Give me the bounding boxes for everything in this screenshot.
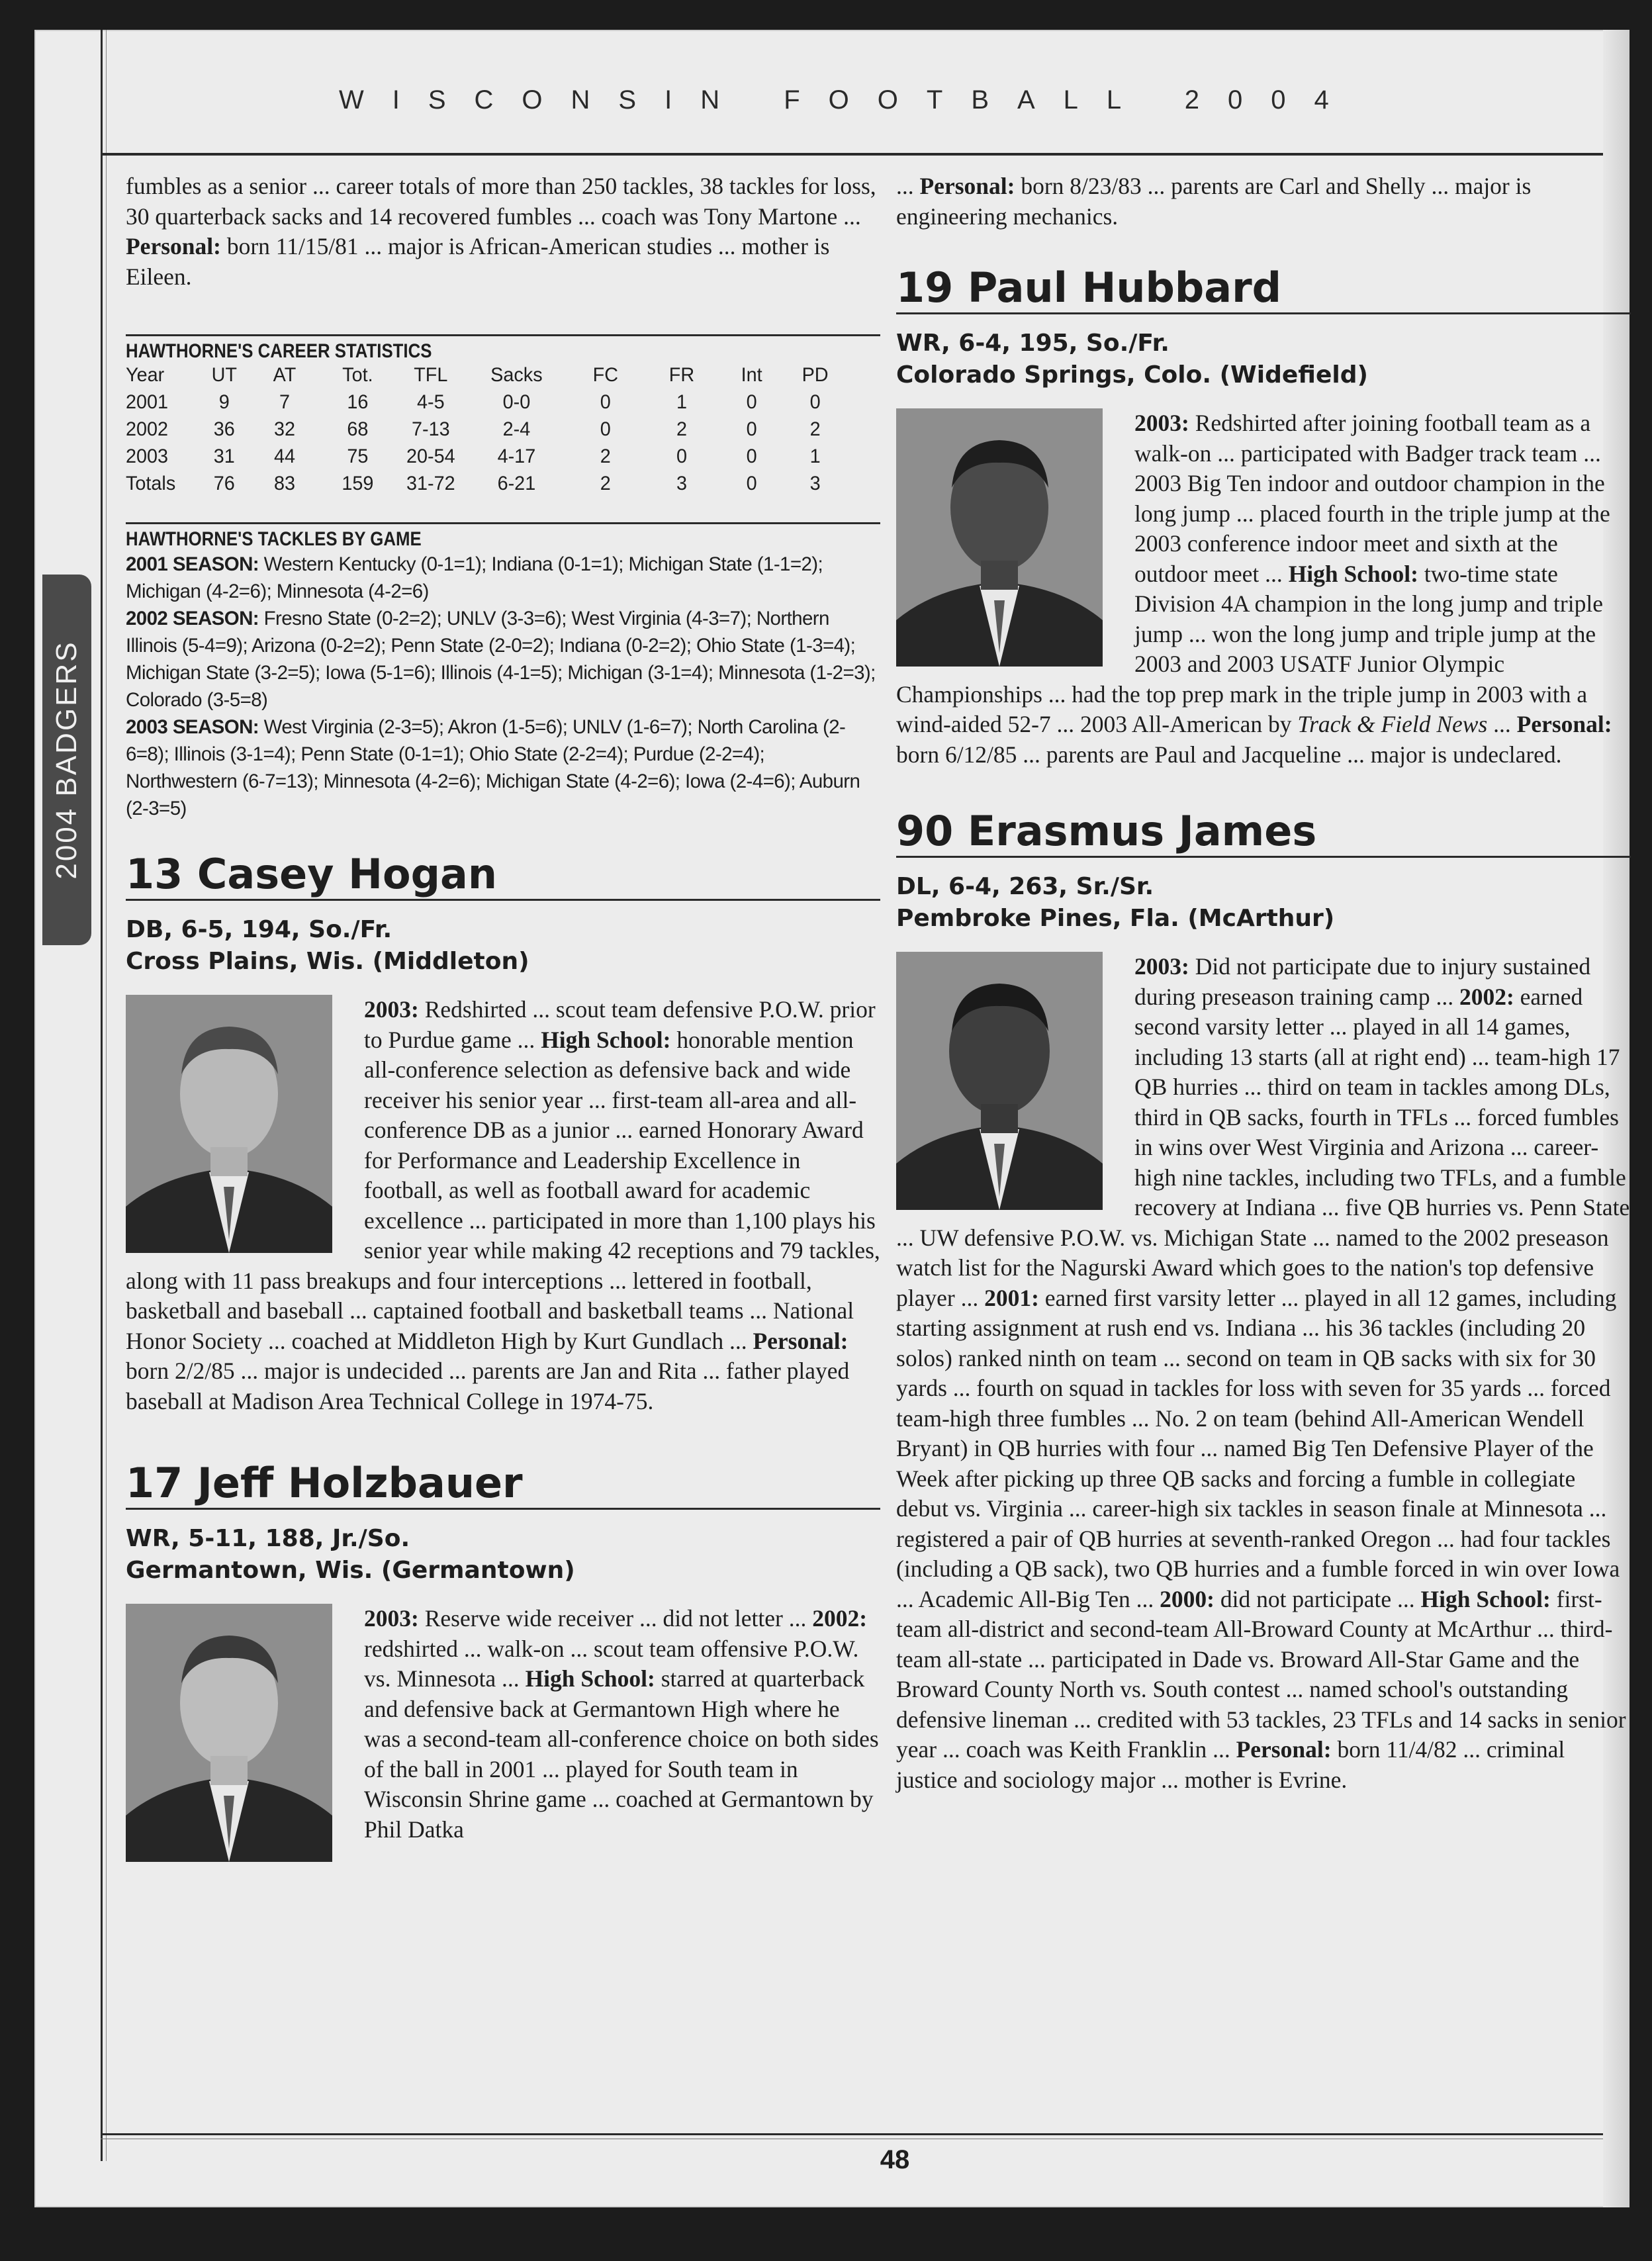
james-hs-label: High School: <box>1420 1585 1551 1612</box>
holzbauer-2002-text: redshirted ... walk-on ... scout team offensive P.O.W. vs. Minnesota ... <box>364 1635 859 1692</box>
career-stats-cell: 31-72 <box>406 472 455 494</box>
holzbauer-2003-label: 2003: <box>364 1605 419 1632</box>
headshot-placeholder-icon <box>126 995 332 1253</box>
career-stats-header-cell: FC <box>592 363 618 386</box>
career-stats-cell: 0 <box>746 472 757 494</box>
career-stats-cell: 4-5 <box>416 391 445 413</box>
career-stats-cell: 0 <box>600 418 611 440</box>
season-2002 <box>126 605 880 714</box>
career-stats-cell: 2 <box>809 418 821 440</box>
career-stats-cell: 3 <box>809 472 821 494</box>
james-personal-label: Personal: <box>1236 1736 1332 1763</box>
career-stats-cell: 16 <box>347 391 369 413</box>
hubbard-position: WR, 6-4, 195, So./Fr. <box>896 330 1170 357</box>
career-stats-row <box>126 416 844 443</box>
career-stats-header-cell: Int <box>741 363 762 386</box>
career-stats-cell: 2001 <box>126 391 169 413</box>
career-stats-row <box>126 389 844 416</box>
career-stats-cell: 0-0 <box>502 391 531 413</box>
career-stats-cell: 0 <box>746 418 757 440</box>
season-2003-text: West Virginia (2-3=5); Akron (1-5=6); UNLV (1-6=7); North Carolina (2-6=8); Illinois (3-1=4); Penn State (0-1=1); Ohio State (2-2=4); Purdue (2-2=4); Northwestern (6-7=13); Minnesota (4-2=6); Michigan State (4-2=6); Iowa (2-4=6); Auburn (2-3=5) <box>126 716 860 819</box>
james-2000-label: 2000: <box>1160 1585 1215 1612</box>
player-name-hogan: 13 Casey Hogan <box>126 850 497 898</box>
career-stats-cell: 2 <box>600 472 611 494</box>
hogan-2003-label: 2003: <box>364 996 419 1023</box>
season-2003-label: 2003 SEASON: <box>126 716 259 738</box>
career-stats-cell: 83 <box>273 472 296 494</box>
career-stats-cell: 76 <box>213 472 235 494</box>
career-stats-title: HAWTHORNE'S CAREER STATISTICS <box>126 340 432 362</box>
left-intro-paragraph <box>126 171 880 292</box>
james-bio-block <box>896 952 1631 1795</box>
season-2001-label: 2001 SEASON: <box>126 553 259 575</box>
james-2003-label: 2003: <box>1134 953 1189 980</box>
career-stats-cell: 68 <box>347 418 369 440</box>
james-2001-text: earned first varsity letter ... played in all 12 games, including starting assignment at rush end vs. Indiana ... his 36 tackles (including 20 solos) ranked ninth on team ... second on team in QB sacks with six for 30 yards ... fourth on squad in tackles for loss with seven for 35 yards ... forced team-high three fumbles ... No. 2 on team (behind All-American Wendell Bryant) in QB hurries with four ... named Big Ten Defensive Player of the Week after picking up three QB sacks and forcing a fumble in collegiate debut vs. Virginia ... career-high six tackles in season finale at Minnesota ... registered a pair of QB hurries at seventh-ranked Oregon ... had four tackles (including a QB sack), two QB hurries and a fumble forced in win over Iowa ... Academic All-Big Ten ... <box>896 1284 1620 1612</box>
left-column <box>126 171 880 1867</box>
left-margin-rule <box>101 30 103 2161</box>
season-2003 <box>126 714 880 822</box>
james-2000-text: did not participate ... <box>1214 1585 1421 1612</box>
holzbauer-bio-block <box>126 1604 880 1845</box>
holzbauer-hs-text: starred at quarterback and defensive back at Germantown High where he was a second-team all-conference choice on both sides of the ball in 2001 ... played for South team in Wisconsin Shrine game ... coached at Germantown by Phil Datka <box>364 1665 879 1843</box>
hubbard-publication: Track & Field News <box>1297 711 1488 737</box>
hogan-hometown: Cross Plains, Wis. (Middleton) <box>126 948 529 975</box>
holzbauer-hometown: Germantown, Wis. (Germantown) <box>126 1557 575 1584</box>
hubbard-headshot <box>896 408 1103 667</box>
career-stats-cell: 159 <box>342 472 374 494</box>
career-stats-table <box>126 361 844 497</box>
right-column <box>896 171 1631 1795</box>
tackles-by-game-title: HAWTHORNE'S TACKLES BY GAME <box>126 528 422 550</box>
headshot-placeholder-icon <box>896 408 1103 667</box>
hogan-personal-label: Personal: <box>753 1327 849 1354</box>
holzbauer-headshot <box>126 1604 332 1862</box>
career-stats-cell: 20-54 <box>406 445 455 467</box>
james-2002-text: earned second varsity letter ... played in all 14 games, including 13 starts (all at right end) ... team-high 17 QB hurries ... third on team in tackles among DLs, third in QB sacks, fourth in TFLs ... forced fumbles in wins over West Virginia and Arizona ... career-high nine tackles, including two TFLs, and a fumble recovery at Indiana ... five QB hurries vs. Penn State ... UW defensive P.O.W. vs. Michigan State ... named to the 2002 preseason watch list for the Nagurski Award which goes to the nation's top defensive player ... <box>896 983 1630 1311</box>
hubbard-hs-text-2: ... <box>1487 711 1517 737</box>
career-stats-cell: 2 <box>600 445 611 467</box>
career-stats-cell: 4-17 <box>497 445 536 467</box>
right-intro-personal-text: born 8/23/83 ... parents are Carl and Shelly ... major is engineering mechanics. <box>896 173 1532 230</box>
career-stats-cell: 3 <box>676 472 688 494</box>
career-stats-header-cell: Tot. <box>342 363 373 386</box>
career-stats-row <box>126 443 844 470</box>
hubbard-hs-label: High School: <box>1288 560 1418 587</box>
career-stats-header-cell: AT <box>273 363 297 386</box>
career-stats-cell: 0 <box>746 391 757 413</box>
career-stats-cell: 36 <box>213 418 235 440</box>
career-stats-row <box>126 470 844 497</box>
left-intro-personal-text: born 11/15/81 ... major is African-American studies ... mother is Eileen. <box>126 233 830 290</box>
career-stats-cell: 7 <box>279 391 291 413</box>
holzbauer-hs-label: High School: <box>525 1665 655 1692</box>
career-stats-cell: 9 <box>218 391 230 413</box>
player-name-hubbard: 19 Paul Hubbard <box>896 263 1282 312</box>
career-stats-header-row <box>126 361 844 389</box>
hubbard-personal-text: born 6/12/85 ... parents are Paul and Jacqueline ... major is undeclared. <box>896 741 1562 768</box>
season-2001 <box>126 551 880 605</box>
career-stats-cell: 2-4 <box>502 418 531 440</box>
tackles-by-game-rule <box>126 522 880 524</box>
career-stats-cell: 0 <box>676 445 688 467</box>
hogan-bio-block <box>126 995 880 1416</box>
player-name-james: 90 Erasmus James <box>896 807 1317 855</box>
james-headshot <box>896 952 1103 1210</box>
career-stats-cell: 32 <box>273 418 296 440</box>
career-stats-cell: 2003 <box>126 445 169 467</box>
career-stats-cell: 75 <box>347 445 369 467</box>
left-margin-rule-thin <box>106 30 107 2161</box>
headshot-placeholder-icon <box>896 952 1103 1210</box>
hogan-hs-text: honorable mention all-conference selection as defensive back and wide receiver his senior year ... first-team all-area and all-conference DB as a junior ... earned Honorary Award for Performance and Leadership Excellence in football, as well as football award for academic excellence ... participated in more than 1,100 plays his senior year while making 42 receptions and 79 tackles, along with 11 pass breakups and four interceptions ... lettered in football, basketball and baseball ... captained football and basketball teams ... National Honor Society ... coached at Middleton High by Kurt Gundlach ... <box>126 1026 880 1354</box>
holzbauer-2003-text: Reserve wide receiver ... did not letter ... <box>418 1605 813 1632</box>
hogan-personal-text: born 2/2/85 ... major is undecided ... parents are Jan and Rita ... father played baseball at Madison Area Technical College in 1974-75. <box>126 1358 850 1414</box>
season-2002-label: 2002 SEASON: <box>126 608 259 629</box>
page <box>34 30 1629 2207</box>
career-stats-header-cell: Sacks <box>490 363 543 386</box>
career-stats-cell: Totals <box>126 472 176 494</box>
hogan-headshot <box>126 995 332 1253</box>
running-head: WISCONSIN FOOTBALL 2004 <box>339 85 1357 115</box>
james-2003-text: Did not participate due to injury sustained during preseason training camp ... <box>1134 953 1591 1010</box>
player-name-holzbauer: 17 Jeff Holzbauer <box>126 1459 523 1507</box>
career-stats-cell: 0 <box>600 391 611 413</box>
james-2002-label: 2002: <box>1459 983 1514 1010</box>
holzbauer-position: WR, 5-11, 188, Jr./So. <box>126 1525 410 1552</box>
hubbard-hometown: Colorado Springs, Colo. (Widefield) <box>896 361 1368 389</box>
hubbard-bio-block <box>896 408 1631 770</box>
footer-rule <box>101 2133 1623 2135</box>
james-position: DL, 6-4, 263, Sr./Sr. <box>896 873 1154 900</box>
headshot-placeholder-icon <box>126 1604 332 1862</box>
season-2001-text: Western Kentucky (0-1=1); Indiana (0-1=1); Michigan State (1-1=2); Michigan (4-2=6); Minnesota (4-2=6) <box>126 553 823 602</box>
season-2002-text: Fresno State (0-2=2); UNLV (3-3=6); West Virginia (4-3=7); Northern Illinois (5-4=9); Arizona (0-2=2); Penn State (2-0=2); Indiana (0-2=2); Ohio State (1-3=4); Michigan State (3-2=5); Iowa (5-1=6); Illinois (4-1=5); Michigan (3-1=4); Minnesota (1-2=3); Colorado (3-5=8) <box>126 608 876 711</box>
career-stats-rule <box>126 334 880 336</box>
hubbard-2003-label: 2003: <box>1134 410 1189 436</box>
side-tab-label: 2004 BADGERS <box>50 640 83 880</box>
career-stats-cell: 31 <box>213 445 235 467</box>
page-number: 48 <box>880 2145 910 2174</box>
personal-label: Personal: <box>919 173 1015 199</box>
career-stats-header-cell: PD <box>802 363 829 386</box>
career-stats-cell: 0 <box>746 445 757 467</box>
right-intro-paragraph <box>896 171 1631 232</box>
career-stats-cell: 0 <box>809 391 821 413</box>
right-intro-text: ... <box>896 173 920 199</box>
career-stats-cell: 2 <box>676 418 688 440</box>
left-intro-text: fumbles as a senior ... career totals of more than 250 tackles, 38 tackles for loss, 30 quarterback sacks and 14 recovered fumbles ... coach was Tony Martone ... <box>126 173 876 230</box>
hogan-2003-text: Redshirted ... scout team defensive P.O.W. prior to Purdue game ... <box>364 996 876 1053</box>
side-tab <box>42 575 91 945</box>
career-stats-cell: 1 <box>809 445 821 467</box>
james-2001-label: 2001: <box>984 1284 1039 1311</box>
hogan-position: DB, 6-5, 194, So./Fr. <box>126 916 392 943</box>
hubbard-2003-text: Redshirted after joining football team as a walk-on ... participated with Badger track team ... 2003 Big Ten indoor and outdoor champion in the long jump ... placed fourth in the triple jump at the 2003 conference indoor meet and sixth at the outdoor meet ... <box>1134 410 1610 587</box>
career-stats-cell: 7-13 <box>411 418 450 440</box>
career-stats-cell: 1 <box>676 391 688 413</box>
career-stats-header-cell: Year <box>126 363 165 386</box>
hogan-hs-label: High School: <box>541 1026 671 1053</box>
hubbard-hs-text: two-time state Division 4A champion in the long jump and triple jump ... won the long jump and triple jump at the 2003 and 2003 USATF Junior Olympic Championships ... had the top prep mark in the triple jump in 2003 with a wind-aided 52-7 ... 2003 All-American by <box>896 560 1603 737</box>
james-hs-text: first-team all-district and second-team All-Broward County at McArthur ... third-team all-state ... participated in Dade vs. Broward All-Star Game and the Broward County North vs. South contest ... named school's outstanding defensive lineman ... credited with 53 tackles, 23 TFLs and 14 sacks in senior year ... coach was Keith Franklin ... <box>896 1585 1626 1763</box>
career-stats-cell: 2002 <box>126 418 169 440</box>
career-stats-header-cell: FR <box>668 363 695 386</box>
career-stats-header-cell: UT <box>211 363 237 386</box>
hubbard-personal-label: Personal: <box>1516 711 1612 737</box>
james-personal-text: born 11/4/82 ... criminal justice and sociology major ... mother is Evrine. <box>896 1736 1565 1793</box>
career-stats-cell: 6-21 <box>497 472 536 494</box>
career-stats-header-cell: TFL <box>414 363 448 386</box>
holzbauer-2002-label: 2002: <box>812 1605 868 1632</box>
career-stats-cell: 44 <box>273 445 296 467</box>
james-hometown: Pembroke Pines, Fla. (McArthur) <box>896 905 1335 932</box>
personal-label: Personal: <box>126 233 221 259</box>
header-rule <box>101 153 1623 156</box>
